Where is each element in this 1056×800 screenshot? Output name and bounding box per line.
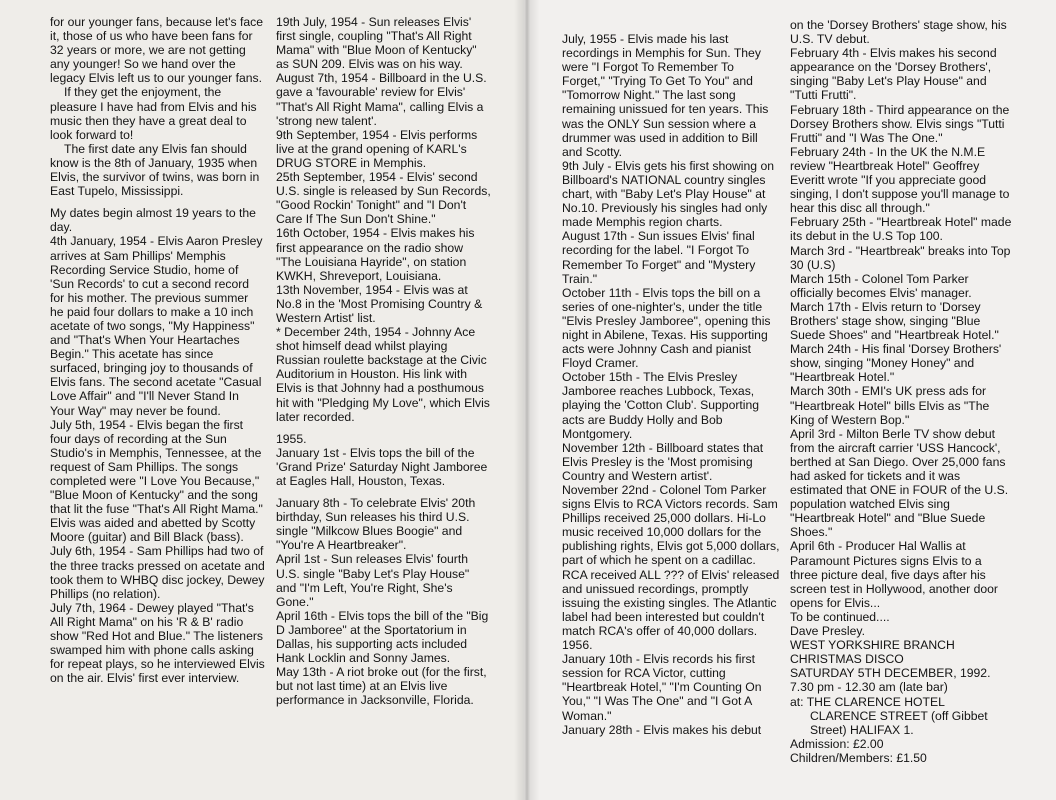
paragraph: SATURDAY 5TH DECEMBER, 1992. [790,666,991,681]
paragraph: * December 24th, 1954 - Johnny Ace shot himself dead whilst playing Russian roulette backstage at the Civic Auditorium in Houston. His link with Elvis is that Johnny had a posthumous hit with "Pledging My Love", which Elvis later recorded. [276,325,490,424]
paragraph: February 25th - "Heartbreak Hotel" made its debut in the U.S Top 100. [790,215,1012,244]
paragraph: at: THE CLARENCE HOTEL [790,694,945,709]
paragraph: on the 'Dorsey Brothers' stage show, his U.S. TV debut. [790,18,1007,47]
paragraph: January 28th - Elvis makes his debut [562,722,762,737]
paragraph: The first date any Elvis fan should know is the 8th of January, 1935 when Elvis, the survivor of twins, was born in East Tupelo, Mississippi. [50,141,260,199]
paragraph: Admission: £2.00 [790,736,884,751]
paragraph: To be continued.... [790,609,890,624]
paragraph: July 7th, 1964 - Dewey played "That's All Right Mama" on his 'R & B' radio show "Red Hot and Blue." The listeners swamped him with phone calls asking for repeat plays, so he interviewed Elvis on the air. Elvis' first ever interview. [50,600,265,686]
paragraph: 25th September, 1954 - Elvis' second U.S. single is released by Sun Records, "Good Rockin' Tonight" and "I Don't Care If The Sun Don't Shine." [276,170,491,227]
column-3 [562,32,780,737]
paragraph: WEST YORKSHIRE BRANCH [790,638,955,653]
paragraph: November 12th - Billboard states that Elvis Presley is the 'Most promising Country and Western artist'. [562,440,764,483]
paragraph: January 1st - Elvis tops the bill of the 'Grand Prize' Saturday Night Jamboree at Eagles Hall, Houston, Texas. [276,445,488,488]
paragraph: 9th July - Elvis gets his first showing on Billboard's NATIONAL country singles chart, with "Baby Let's Play House" at No.10. Previously his singles had only made Memphis region charts. [562,158,775,230]
column-1 [50,15,265,685]
paragraph: March 17th - Elvis return to 'Dorsey Brothers' stage show, singing "Blue Suede Shoes" and "Heartbreak Hotel." [790,299,999,343]
paragraph: March 30th - EMI's UK press ads for "Heartbreak Hotel" bills Elvis as "The King of Western Bop." [790,384,990,427]
paragraph: 7.30 pm - 12.30 am (late bar) [790,680,948,695]
paragraph: 9th September, 1954 - Elvis performs live at the grand opening of KARL's DRUG STORE in Memphis. [276,127,478,170]
paragraph: February 24th - In the UK the N.M.E review "Heartbreak Hotel" Geoffrey Everitt wrote "If you appreciate good singing, I don't suppose you'll manage to hear this disc all through." [790,144,1010,216]
page-gutter [514,0,540,800]
paragraph: April 6th - Producer Hal Wallis at Paramount Pictures signs Elvis to a three picture deal, five days after his screen test in Hollywood, another door opens for Elvis... [790,539,998,610]
paragraph: November 22nd - Colonel Tom Parker signs Elvis to RCA Victors records. Sam Phillips received 25,000 dollars. Hi-Lo music received 10,000 dollars for the publishing rights, Elvis got 5,000 dollars, part of which he spent on a cadillac. RCA received ALL ??? of Elvis' released and unissued recordings, promptly issuing the existing singles. The Atlantic label had been interested but couldn't match RCA's offer of 40,000 dollars. [562,483,780,638]
paragraph: April 16th - Elvis tops the bill of the "Big D Jamboree" at the Sportatorium in Dallas, his supporting acts included Hank Locklin and Sonny James. [276,608,489,666]
paragraph: March 15th - Colonel Tom Parker officially becomes Elvis' manager. [790,271,972,300]
paragraph: My dates begin almost 19 years to the day. [50,206,256,235]
paragraph: January 10th - Elvis records his first session for RCA Victor, cutting "Heartbreak Hotel," "I'm Counting On You," "I Was The One" and "I Got A Woman." [562,652,762,723]
column-4 [790,18,1012,765]
paragraph: January 8th - To celebrate Elvis' 20th birthday, Sun releases his third U.S. single "Milkcow Blues Boogie" and "You're A Heartbreaker". [276,496,476,553]
paragraph: CHRISTMAS DISCO [790,652,904,667]
paragraph: April 1st - Sun releases Elvis' fourth U.S. single "Baby Let's Play House" and "I'm Left, You're Right, She's Gone." [276,552,470,609]
paragraph: March 3rd - "Heartbreak" breaks into Top 30 (U.S) [790,243,1011,272]
paragraph: for our younger fans, because let's face it, those of us who have been fans for 32 years or more, we are not getting any younger! So we hand over the legacy Elvis left us to our younger fans. [50,15,264,86]
paragraph: 1956. [562,638,593,653]
paragraph: August 17th - Sun issues Elvis' final recording for the label. "I Forgot To Remember To Forget" and "Mystery Train." [562,229,756,286]
paragraph: July 5th, 1954 - Elvis began the first four days of recording at the Sun Studio's in Memphis, Tennessee, at the request of Sam Phillips. The songs completed were "I Love You Because," "Blue Moon of Kentucky" and the song that lit the fuse "That's All Right Mama." Elvis was aided and abetted by Scotty Moore (guitar) and Bill Black (bass). [50,417,263,545]
paragraph: August 7th, 1954 - Billboard in the U.S. gave a 'favourable' review for Elvis' "That's All Right Mama", calling Elvis a 'strong new talent'. [276,71,487,128]
column-2 [276,15,491,708]
paragraph: April 3rd - Milton Berle TV show debut from the aircraft carrier 'USS Hancock', berthed at San Diego. Over 25,000 fans had asked for tickets and it was estimated that ONE in FOUR of the U.S. population watched Elvis sing "Heartbreak Hotel" and "Blue Suede Shoes." [790,426,1009,540]
paragraph: October 11th - Elvis tops the bill on a series of one-nighter's, under the title "Elvis Presley Jamboree", opening this night in Abilene, Texas. His supporting acts were Johnny Cash and pianist Floyd Cramer. [562,285,771,371]
paragraph: July 6th, 1954 - Sam Phillips had two of the three tracks pressed on acetate and took them to WHBQ disc jockey, Dewey Phillips (no relation). [50,544,265,601]
left-page [0,0,524,800]
paragraph: 1955. [276,431,307,446]
paragraph: 19th July, 1954 - Sun releases Elvis' first single, coupling "That's All Right Mama" with "Blue Moon of Kentucky" as SUN 209. Elvis was on his way. [276,15,477,72]
paragraph: July, 1955 - Elvis made his last recordings in Memphis for Sun. They were "I Forgot To Remember To Forget," "Trying To Get To You" and "Tomorrow Night." The last song remaining unissued for ten years. This was the ONLY Sun session where a drummer was used in addition to Bill and Scotty. [562,32,769,159]
paragraph: October 15th - The Elvis Presley Jamboree reaches Lubbock, Texas, playing the 'Cotton Club'. Supporting acts are Buddy Holly and Bob Montgomery. [562,370,760,441]
paragraph: February 18th - Third appearance on the Dorsey Brothers show. Elvis sings "Tutti Frutti" and "I Was The One." [790,102,1010,145]
paragraph: February 4th - Elvis makes his second appearance on the 'Dorsey Brothers', singing "Baby Let's Play House" and "Tutti Frutti". [790,46,997,103]
paragraph: May 13th - A riot broke out (for the first, but not last time) at an Elvis live performance in Jacksonville, Florida. [276,665,487,708]
paragraph: If they get the enjoyment, the pleasure I have had from Elvis and his music then they have a great deal to look forward to! [50,85,257,142]
paragraph: 16th October, 1954 - Elvis makes his first appearance on the radio show "The Louisiana Hayride", on station KWKH, Shreveport, Louisiana. [276,226,475,283]
paragraph: Dave Presley. [790,624,865,639]
paragraph: 13th November, 1954 - Elvis was at No.8 in the 'Most Promising Country & Western Artist' list. [276,282,483,325]
paragraph: 4th January, 1954 - Elvis Aaron Presley arrives at Sam Phillips' Memphis Recording Service Studio, home of 'Sun Records' to cut a second record for his mother. The previous summer he paid four dollars to make a 10 inch acetate of two songs, "My Happiness" and "That's When Your Heartaches Begin." This acetate has since surfaced, bringing joy to thousands of Elvis fans. The second acetate "Casual Love Affair" and "I'll Never Stand In Your Way" may never be found. [50,234,263,418]
paragraph: March 24th - His final 'Dorsey Brothers' show, singing "Money Honey" and "Heartbreak Hotel." [790,342,1002,385]
paragraph: CLARENCE STREET (off Gibbet Street) HALIFAX 1. [810,708,988,737]
paragraph: Children/Members: £1.50 [790,750,927,765]
